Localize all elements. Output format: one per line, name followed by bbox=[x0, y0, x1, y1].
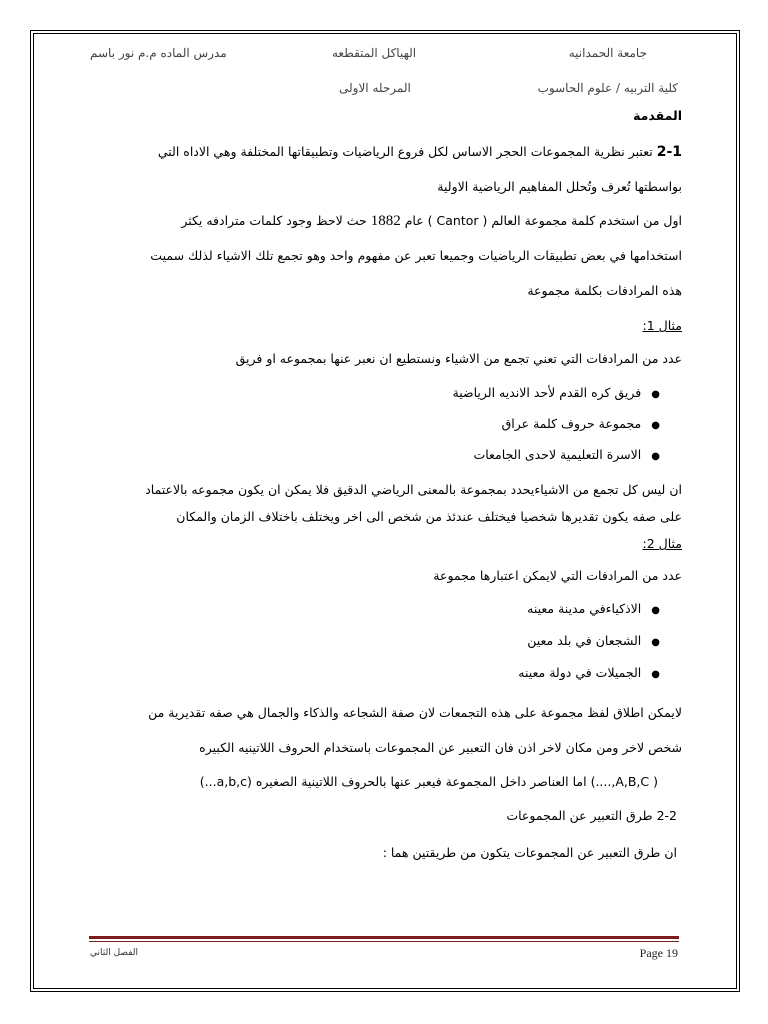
header-stage: المرحله الاولى bbox=[339, 81, 411, 95]
bullet-icon: ● bbox=[651, 451, 660, 462]
bullet-icon: ● bbox=[651, 389, 660, 400]
section-2-title: 2-2 طرق التعبير عن المجموعات bbox=[506, 808, 677, 823]
list-item: ●مجموعة حروف كلمة عراق bbox=[501, 416, 660, 431]
paragraph-number: 2-1 bbox=[656, 144, 682, 160]
list-item: ●الشجعان في بلد معين bbox=[527, 633, 660, 648]
section-2-text: ان طرق التعبير عن المجموعات يتكون من طريقتين هما : bbox=[382, 845, 677, 860]
bullet-icon: ● bbox=[651, 637, 660, 648]
paragraph-4-line-3: ( A,B,C,....) اما العناصر داخل المجموعة فيعبر عنها بالحروف اللاتينية الصغيره (a,b,c...) bbox=[199, 774, 658, 789]
list-item: ●فريق كره القدم لأحد الانديه الرياضية bbox=[452, 385, 660, 400]
paragraph-2-text-a: اول من استخدم كلمة مجموعة العالم ( Cantor ) عام bbox=[404, 213, 682, 228]
footer-chapter: الفصل الثاني bbox=[90, 948, 138, 958]
paragraph-3-line-1: ان ليس كل تجمع من الاشياءيحدد بمجموعة بالمعنى الرياضي الدقيق فلا يمكن ان يكون مجموعه بالاعتماد bbox=[145, 482, 682, 497]
paragraph-2-line-1 bbox=[181, 213, 682, 230]
bullet-icon: ● bbox=[651, 669, 660, 680]
list-item: ●الجميلات في دولة معينه bbox=[518, 665, 660, 680]
bullet-icon: ● bbox=[651, 420, 660, 431]
footer-page-number: Page 19 bbox=[639, 946, 678, 960]
year-value: 1882 bbox=[370, 213, 401, 229]
header-subject: الهياكل المتقطعه bbox=[332, 46, 417, 60]
footer-rule bbox=[89, 936, 679, 939]
paragraph-2-text-b: حث لاحظ وجود كلمات مترادفه يكثر bbox=[181, 213, 367, 228]
list-item: ●الاسرة التعليمية لاحدى الجامعات bbox=[473, 447, 660, 462]
header-college: كلية التربيه / علوم الحاسوب bbox=[537, 81, 678, 95]
paragraph-1-line-2: بواسطتها تُعرف وتُحلل المفاهيم الرياضية الاولية bbox=[437, 179, 682, 194]
bullet-icon: ● bbox=[651, 605, 660, 616]
list-item: ●الاذكياءفي مدينة معينه bbox=[527, 601, 660, 616]
paragraph-4-line-1: لايمكن اطلاق لفظ مجموعة على هذه التجمعات لان صفة الشجاعه والذكاء والجمال هي صفه تقديرية من bbox=[148, 705, 682, 720]
example-1-intro: عدد من المرادفات التي تعني تجمع من الاشياء ونستطيع ان نعبر عنها بمجموعه او فريق bbox=[235, 351, 682, 366]
paragraph-4-line-2: شخص لاخر ومن مكان لاخر اذن فان التعبير عن المجموعات باستخدام الحروف اللاتينيه الكبيره bbox=[199, 740, 682, 755]
header-instructor: مدرس الماده م.م نور باسم bbox=[90, 46, 227, 60]
paragraph-1-text: تعتبر نظرية المجموعات الحجر الاساس لكل فروع الرياضيات وتطبيقاتها المختلفة وهي الاداه التي bbox=[157, 144, 653, 159]
example-2-intro: عدد من المرادفات التي لايمكن اعتبارها مجموعة bbox=[433, 568, 682, 583]
paragraph-3-line-2: على صفه يكون تقديرها شخصيا فيختلف عندئذ من شخص الى اخر ويختلف باختلاف الزمان والمكان bbox=[176, 509, 682, 524]
header-university: جامعة الحمدانيه bbox=[568, 46, 647, 60]
paragraph-2-line-2: استخدامها في بعض تطبيقات الرياضيات وجميعا تعبر عن مفهوم واحد وهو تجمع تلك الاشياء لذلك سميت bbox=[150, 248, 682, 263]
section-title: المقدمة bbox=[633, 108, 682, 123]
footer-rule-thin bbox=[89, 941, 679, 942]
paragraph-1-line-1 bbox=[158, 144, 682, 160]
example-2-label: مثال 2: bbox=[642, 536, 682, 551]
example-1-label: مثال 1: bbox=[642, 318, 682, 333]
paragraph-2-line-3: هذه المرادفات بكلمة مجموعة bbox=[527, 283, 682, 298]
